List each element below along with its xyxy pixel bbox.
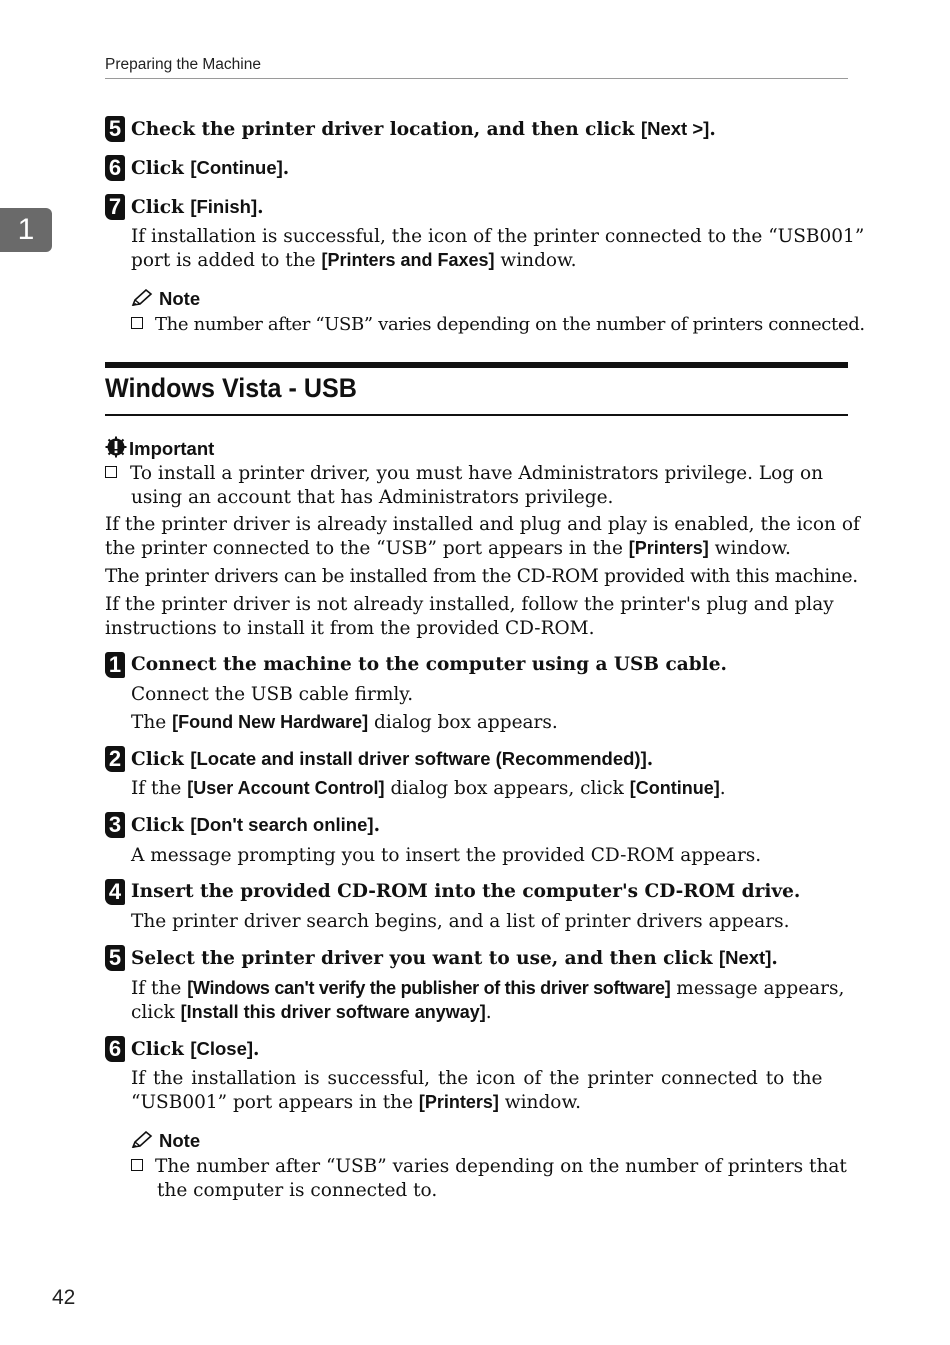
important-icon [105,436,127,463]
step-number: 1 [105,652,125,678]
step-2-line1: If the [User Account Control] dialog box appears, click [Continue]. [131,778,726,799]
continue-button-ref: [Continue] [629,778,720,798]
finish-description-line2: port is added to the [Printers and Faxes] window. [131,250,577,271]
paragraph-3-line1: If the printer driver is not already installed, follow the printer's plug and play [105,594,834,615]
next-button-ref: [Next >] [640,118,710,139]
header-rule [105,78,848,79]
step-number: 6 [105,155,125,181]
next-button-ref: [Next] [718,947,772,968]
step-number: 6 [105,1036,125,1062]
important-item-line2: using an account that has Administrators privilege. [131,487,614,508]
paragraph-1-line1: If the printer driver is already installed and plug and play is enabled, the icon of [105,514,860,535]
step-title: Click [Finish]. [131,196,264,218]
paragraph-2: The printer drivers can be installed from the CD-ROM provided with this machine. [105,566,858,587]
finish-description-line1: If installation is successful, the icon of the printer connected to the “USB001” [131,226,865,247]
note-heading: Note [131,1130,200,1154]
finish-button-ref: [Finish] [190,196,258,217]
paragraph-3-line2: instructions to install it from the provided CD-ROM. [105,618,595,639]
step-title: Select the printer driver you want to use, and then click [Next]. [131,947,778,969]
note-heading: Note [131,288,200,312]
pencil-icon [131,289,153,312]
step-5-line2: click [Install this driver software anyway]. [131,1002,492,1023]
step-6-line1: If the installation is successful, the icon of the printer connected to the [131,1068,823,1089]
section-title: Windows Vista - USB [105,373,357,403]
step-4-line1: The printer driver search begins, and a list of printer drivers appears. [131,911,790,932]
locate-install-ref: [Locate and install driver software (Recommended)] [190,748,647,769]
step-6-line2: “USB001” port appears in the [Printers] window. [131,1092,581,1113]
step-title: Click [Don't search online]. [131,814,381,836]
printers-faxes-ref: [Printers and Faxes] [321,250,495,270]
step-1-line2: The [Found New Hardware] dialog box appears. [131,712,558,733]
step-number: 5 [105,945,125,971]
dont-search-online-ref: [Don't search online] [190,814,374,835]
step-title: Insert the provided CD-ROM into the computer's CD-ROM drive. [131,881,801,902]
step-1-line1: Connect the USB cable firmly. [131,684,414,705]
note-item: The number after “USB” varies depending on the number of printers connected. [131,314,865,335]
running-header: Preparing the Machine [105,56,261,73]
step-5-line1: If the [Windows can't verify the publisher of this driver software] message appears, [131,978,845,999]
pencil-icon [131,1131,153,1154]
step-number: 4 [105,879,125,905]
continue-button-ref: [Continue] [190,157,283,178]
step-title: Click [Close]. [131,1038,260,1060]
step-number: 5 [105,116,125,142]
important-heading: Important [105,436,214,463]
note-item-line1: The number after “USB” varies depending on the number of printers that [131,1156,847,1177]
step-number: 7 [105,194,125,220]
step-title: Connect the machine to the computer using a USB cable. [131,654,727,675]
checkbox-bullet-icon [131,317,143,329]
close-button-ref: [Close] [190,1038,254,1059]
checkbox-bullet-icon [105,466,117,478]
step-3-line1: A message prompting you to insert the provided CD-ROM appears. [131,845,762,866]
checkbox-bullet-icon [131,1159,143,1171]
step-title: Click [Locate and install driver software (Recommended)]. [131,748,654,770]
page-number: 42 [52,1286,76,1309]
step-number: 2 [105,746,125,772]
note-item-line2: the computer is connected to. [157,1180,438,1201]
printers-ref: [Printers] [628,538,709,558]
section-rule-top [105,362,848,368]
user-account-control-ref: [User Account Control] [187,778,385,798]
install-anyway-ref: [Install this driver software anyway] [180,1002,486,1022]
chapter-tab: 1 [0,208,52,252]
step-number: 3 [105,812,125,838]
step-title: Click [Continue]. [131,157,290,179]
paragraph-1-line2: the printer connected to the “USB” port appears in the [Printers] window. [105,538,791,559]
section-rule-bottom [105,414,848,416]
important-item-line1: To install a printer driver, you must have Administrators privilege. Log on [105,463,823,484]
windows-cant-verify-ref: [Windows can't verify the publisher of this driver software] [187,978,671,998]
step-title: Check the printer driver location, and then click [Next >]. [131,118,716,140]
printers-ref: [Printers] [418,1092,499,1112]
found-new-hardware-ref: [Found New Hardware] [172,712,369,732]
